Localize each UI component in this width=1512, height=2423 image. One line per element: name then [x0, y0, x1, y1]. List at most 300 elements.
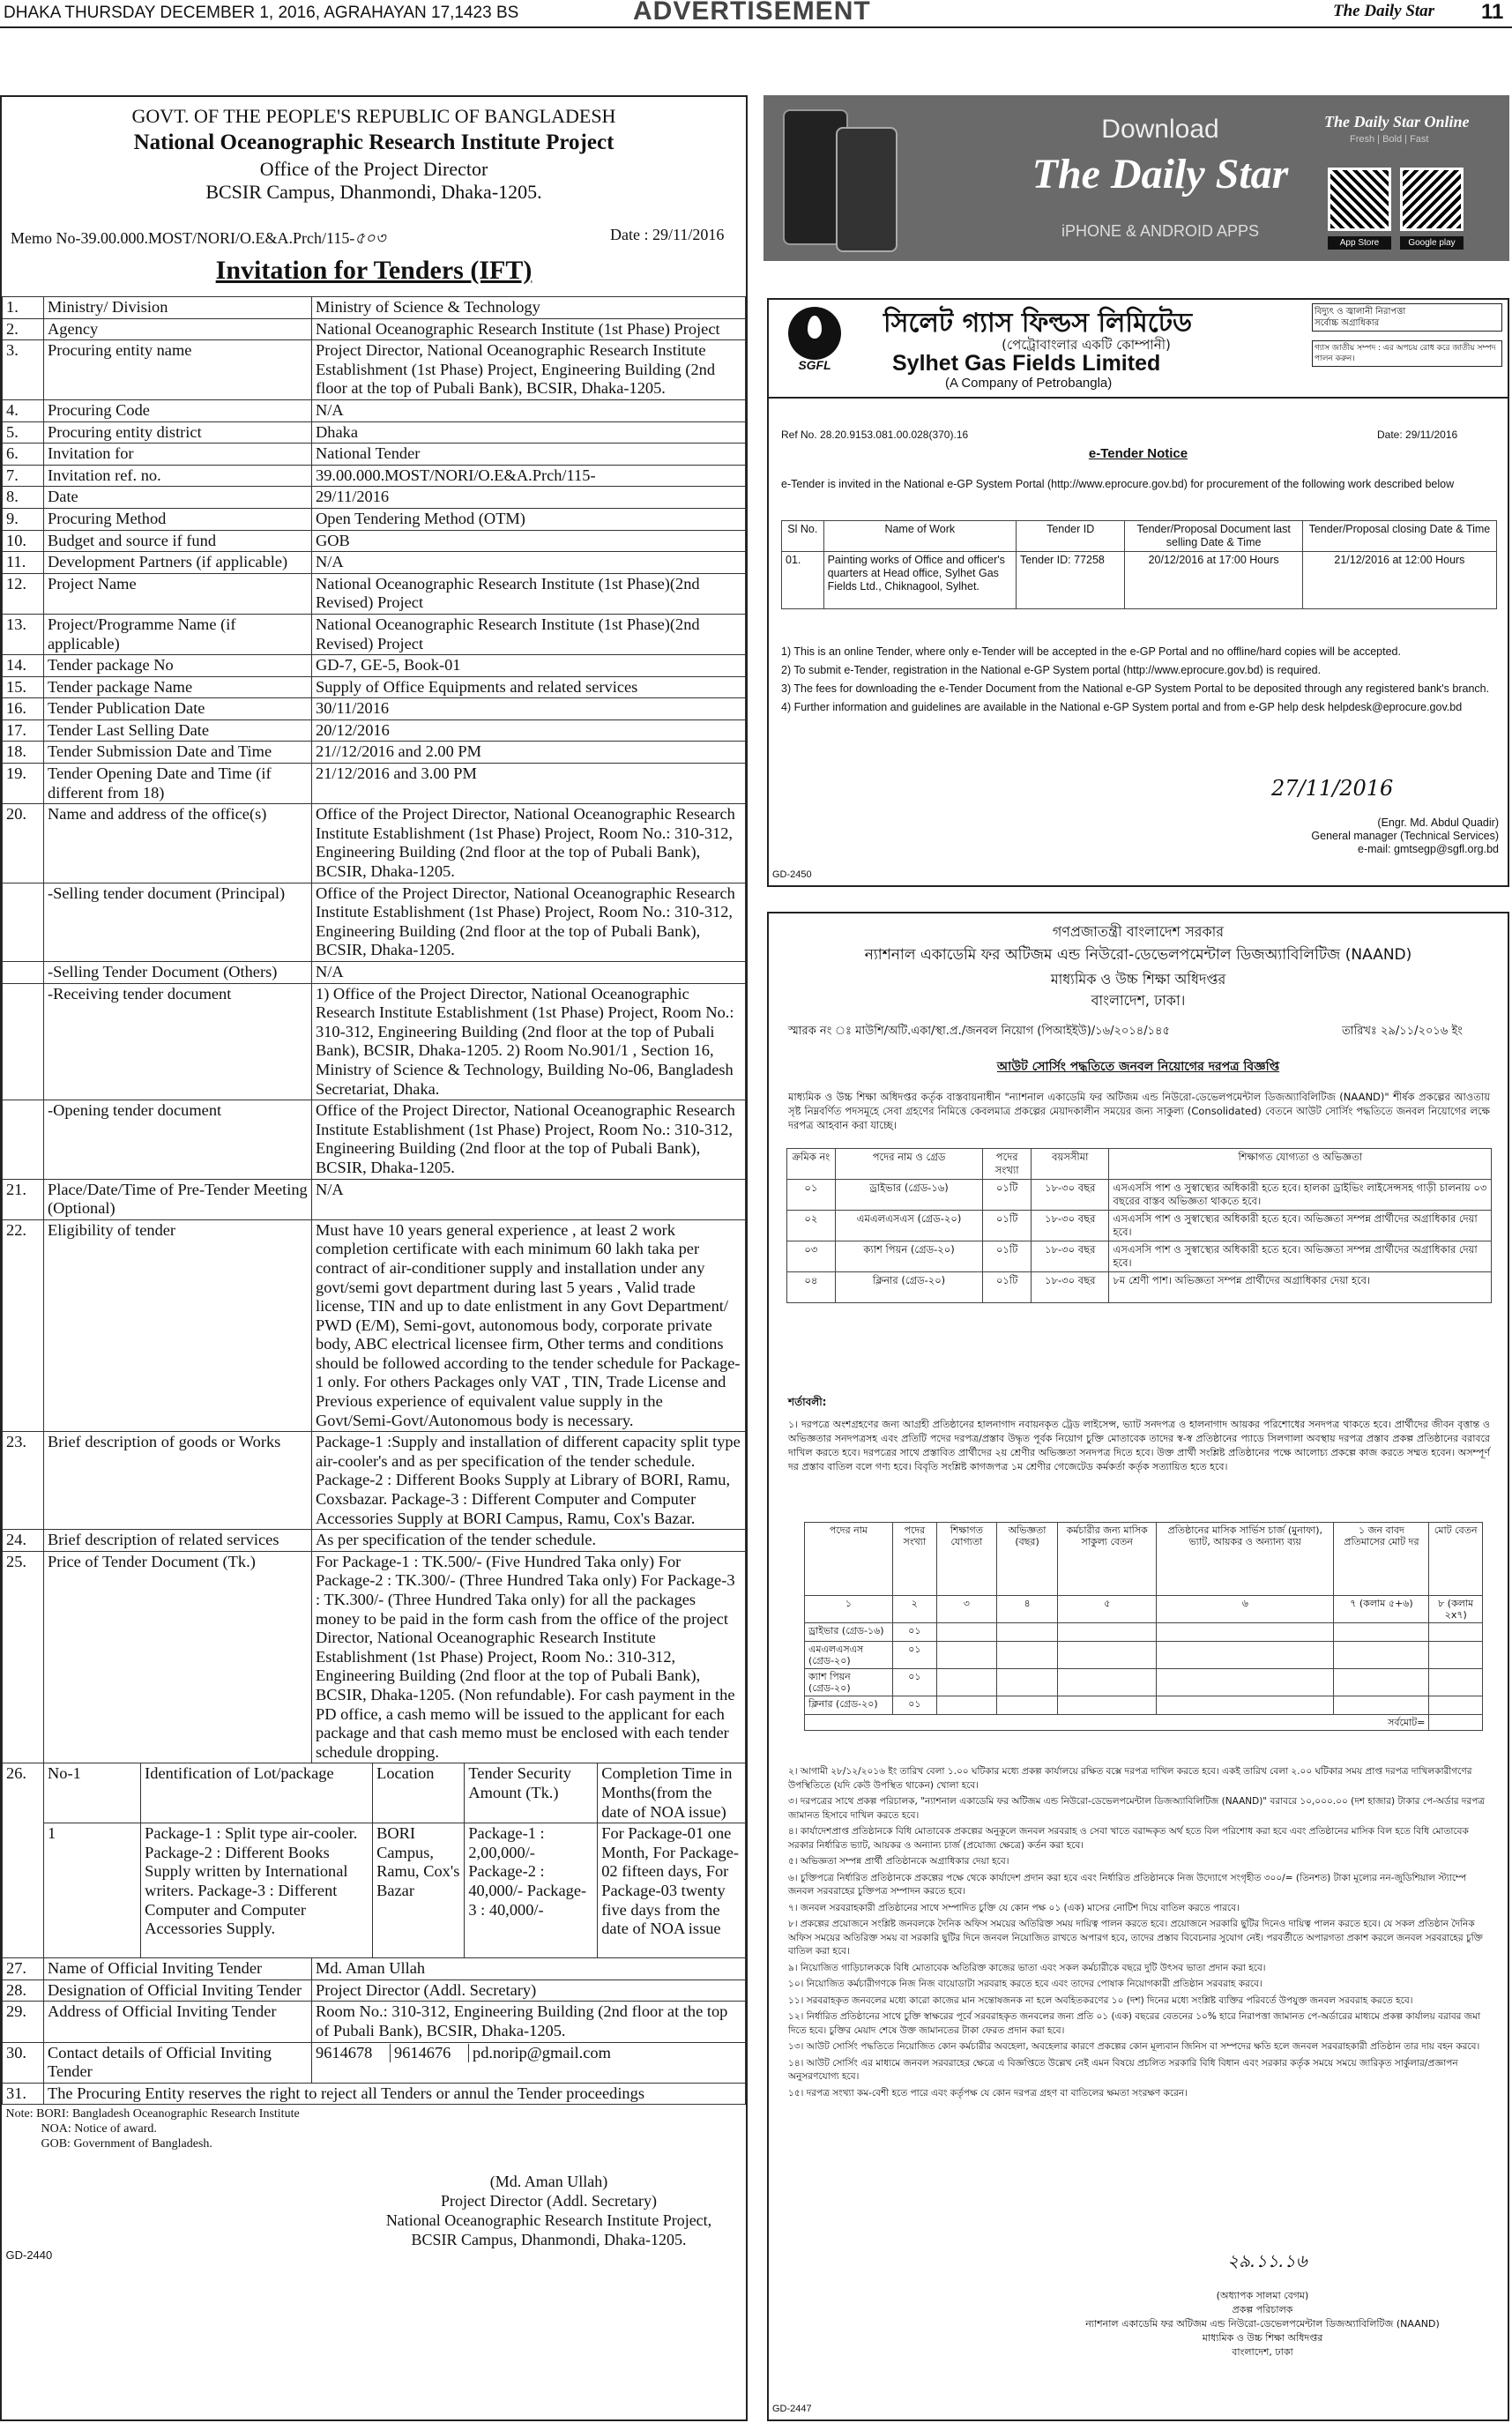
ift-row	[3, 552, 746, 574]
ift-row-label: Address of Official Inviting Tender	[44, 2002, 312, 2042]
naand-t1-col: পদের সংখ্যা	[983, 1149, 1032, 1180]
naand-t1-cell: ক্যাশ পিয়ন (গ্রেড-২০)	[835, 1241, 983, 1272]
sgfl-logo-icon	[788, 307, 841, 360]
naand-t2-idx: ৭ (কলাম ৫+৬)	[1334, 1596, 1429, 1623]
ift-row	[3, 698, 746, 720]
naand-sig-line: মাধ্যমিক ও উচ্চ শিক্ষা অধিদপ্তর	[1202, 2332, 1323, 2344]
ift-row-value: Project Director (Addl. Secretary)	[312, 1979, 746, 2002]
phone-image-2	[836, 127, 898, 252]
header-date: DHAKA THURSDAY DECEMBER 1, 2016, AGRAHAYAN 17,1423 BS	[4, 4, 519, 22]
naand-term: ১০। নিয়োজিত কর্মচারীগণকে নিজ নিজ বায়োডাটা সরবরাহ করতে হবে এবং তাদের পোষাক নিয়োগকারী প্রতিষ্ঠান সরবরাহ করবে।	[788, 1979, 1262, 1989]
lot-header-c2: Identification of Lot/package	[141, 1763, 373, 1823]
lot-header-row	[44, 1763, 745, 1823]
naand-t1-cell: ক্লিনার (গ্রেড-২০)	[835, 1272, 983, 1303]
naand-term: ১৪। আউট সোর্সিং এর মাধ্যমে জনবল সরবরাহের ক্ষেত্রে এ বিজ্ঞপ্তিতে উল্লেখ নেই এমন বিষয়ে প্রচলিত সরকারি বিধি বিধান এবং সরকার কর্তৃক সময়ে সময়ে জারিকৃত সার্কুলার/প্রজ্ঞাপন অনুসরণযোগ্য হবে।	[788, 2057, 1458, 2082]
naand-t2-cell	[1334, 1669, 1429, 1696]
ift-row	[3, 1100, 746, 1179]
sgfl-cell: 21/12/2016 at 12:00 Hours	[1302, 552, 1496, 609]
sgfl-cell: Painting works of Office and officer's quarters at Head office, Sylhet Gas Fields Ltd., Chiknagool, Sylhet.	[823, 552, 1016, 609]
ift-row-value: GD-7, GE-5, Book-01	[312, 655, 746, 677]
ift-row-number: 2.	[3, 318, 44, 340]
sgfl-intro: e-Tender is invited in the National e-GP System Portal (http://www.eprocure.gov.bd) for procurement of the following work described below	[781, 478, 1455, 490]
ift-row-label: Tender package No	[44, 655, 312, 677]
sgfl-col-header: Tender ID	[1016, 521, 1124, 552]
naand-sig-line: বাংলাদেশ, ঢাকা	[1232, 2346, 1293, 2358]
sgfl-name-bn: সিলেট গ্যাস ফিল্ডস লিমিটেড	[883, 308, 1193, 339]
naand-term: ১৩। আউট সোর্সিং পদ্ধতিতে নিয়োজিত কোন কর্মচারীর অবহেলা, অবহেলার কারণে প্রকল্পের কোন মূল্যবান জিনিস বা সম্পদের ক্ষতি হলে জনবল সরবরাহকারী প্রতিষ্ঠান তার দায় বহন করবে।	[788, 2041, 1480, 2052]
naand-t2-index	[805, 1596, 1483, 1623]
naand-term: ২। আগামী ২৮/১২/২০১৬ ইং তারিখ বেলা ১.০০ ঘটিকার মধ্যে প্রকল্প কার্যালয়ে রক্ষিত বক্সে দরপত্র দাখিল করতে হবে। একই তারিখ বেলা ২.০০ ঘটিকার সময় প্রাপ্ত দরপত্র দাখিলকারীগণের উপস্থিতিতে (যদি কেউ উপস্থিত থাকেন) খোলা হবে।	[788, 1766, 1472, 1791]
ift-row-number: 24.	[3, 1530, 44, 1552]
ift-note: GOB: Government of Bangladesh.	[41, 2137, 212, 2151]
ift-row	[3, 719, 746, 742]
ift-row-value: Open Tendering Method (OTM)	[312, 508, 746, 530]
naand-t2-cell	[1157, 1696, 1334, 1715]
ift-row-label: Date	[44, 487, 312, 509]
naand-term: ১১। সরবরাহকৃত জনবলের মধ্যে কারো কাজের মান সন্তোষজনক না হলে অবহিতকরণের ১০ (দশ) দিনের মধ্যে সংশ্লিষ্ট ব্যক্তির পরিবর্তে উপযুক্ত জনবল সরবরাহ করতে হবে।	[788, 1994, 1413, 2006]
gov-heading: GOVT. OF THE PEOPLE'S REPUBLIC OF BANGLADESH	[131, 105, 616, 127]
naand-t1-cell: ০১	[787, 1180, 836, 1211]
sgfl-col-header: Tender/Proposal Document last selling Date & Time	[1125, 521, 1303, 552]
ift-row	[3, 444, 746, 466]
ift-note: Note: BORI: Bangladesh Oceanographic Research Institute	[5, 2107, 300, 2121]
ift-row	[3, 399, 746, 421]
ift-row-value: Dhaka	[312, 421, 746, 444]
ift-row	[3, 1530, 746, 1552]
ift-row-label: Eligibility of tender	[44, 1219, 312, 1432]
ift-row-number: 23.	[3, 1432, 44, 1530]
ift-row-label: -Receiving tender document	[44, 983, 312, 1100]
sgfl-cell: 20/12/2016 at 17:00 Hours	[1125, 552, 1303, 609]
naand-t1-row	[787, 1272, 1492, 1303]
ift-row-value: 21/12/2016 and 3.00 PM	[312, 764, 746, 804]
naand-t2-cell	[1334, 1623, 1429, 1642]
ift-row	[3, 465, 746, 487]
ift-row-label: Procuring Code	[44, 399, 312, 421]
ift-row-number: 16.	[3, 698, 44, 720]
memo-text: Memo No-39.00.000.MOST/NORI/O.E&A.Prch/115-	[11, 229, 355, 247]
naand-sig-line: ন্যাশনাল একাডেমি ফর অটিজম এন্ড নিউরো-ডেভেলপমেন্টাল ডিজঅ্যাবিলিটিজ (NAAND)	[1085, 2318, 1440, 2330]
naand-t2-cell: ড্রাইভার (গ্রেড-১৬)	[805, 1623, 893, 1642]
naand-t1-cell: ০২	[787, 1211, 836, 1241]
naand-t1-row	[787, 1180, 1492, 1211]
sgfl-col-header: Tender/Proposal closing Date & Time	[1302, 521, 1496, 552]
sgfl-sub-bn: (পেট্রোবাংলার একটি কোম্পানী)	[1002, 337, 1171, 353]
sgfl-ref: Ref No. 28.20.9153.081.00.028(370).16	[781, 429, 969, 441]
naand-t2-idx: ৫	[1058, 1596, 1157, 1623]
naand-advertisement	[767, 912, 1509, 2421]
naand-t2-cell	[997, 1642, 1058, 1669]
naand-term: ১৫। দরপত্র সংখ্যা কম-বেশী হতে পারে এবং কর্তৃপক্ষ যে কোন দরপত্র গ্রহণ বা বাতিলের ক্ষমতা সংরক্ষণ করেন।	[788, 2087, 1188, 2099]
ift-row-label: Price of Tender Document (Tk.)	[44, 1551, 312, 1763]
ift-row-number: 10.	[3, 530, 44, 552]
google-play-badge[interactable]: Google play	[1400, 236, 1464, 250]
promo-brand: The Daily Star	[1032, 151, 1289, 198]
ift-row	[3, 2002, 746, 2042]
ift-row-value: National Tender	[312, 444, 746, 466]
naand-t2-cell: ০১	[892, 1623, 936, 1642]
office-address: BCSIR Campus, Dhanmondi, Dhaka-1205.	[205, 181, 542, 203]
ift-row	[3, 1432, 746, 1530]
naand-t1-cell: ০৪	[787, 1272, 836, 1303]
naand-t2-total-label: সর্বমোট=	[805, 1715, 1429, 1731]
sgfl-date: Date: 29/11/2016	[1377, 429, 1458, 441]
naand-t2-cell	[936, 1696, 996, 1715]
naand-t2-col: পদের নাম	[805, 1523, 893, 1596]
naand-t2-total	[805, 1715, 1483, 1731]
ift-row-label: Procuring entity district	[44, 421, 312, 444]
lot-cell-c1: 1	[44, 1823, 141, 1958]
ift-row-label: Development Partners (if applicable)	[44, 552, 312, 574]
ift-row-value: Package-1 :Supply and installation of different capacity split type air-cooler's and as per specification of the tender schedule. Package-2 : Different Books Supply at Library of BORI, Ramu, Coxsbazar. Package-3 : Different Computer and Computer Accessories Supply at BORI Campus, Ramu, Cox's Bazar.	[312, 1432, 746, 1530]
signature-scribble	[355, 2140, 743, 2172]
ift-row	[3, 573, 746, 614]
naand-term: ৫। অভিজ্ঞতা সম্পন্ন প্রার্থী প্রতিষ্ঠানকে অগ্রাধিকার দেয়া হবে।	[788, 1856, 1009, 1867]
ift-row	[3, 487, 746, 509]
naand-t2-cell: এমএলএসএস (গ্রেড-২০)	[805, 1642, 893, 1669]
daily-star-app-promo	[763, 95, 1509, 261]
signatory-line: National Oceanographic Research Institute Project,	[385, 2211, 712, 2230]
contact-phone: 9614678	[316, 2044, 391, 2063]
ift-row-label: -Selling tender document (Principal)	[44, 883, 312, 961]
naand-t1-header	[787, 1149, 1492, 1180]
ift-row-number: 4.	[3, 399, 44, 421]
ift-row	[3, 655, 746, 677]
lot-cell-c4: Package-1 : 2,00,000/- Package-2 : 40,000/- Package-3 : 40,000/-	[465, 1823, 598, 1958]
naand-t2-col: মোট বেতন	[1429, 1523, 1483, 1596]
ift-row-label: -Selling Tender Document (Others)	[44, 962, 312, 984]
ift-row-label: Invitation for	[44, 444, 312, 466]
naand-t2-idx: ৩	[936, 1596, 996, 1623]
ift-row-label: Contact details of Official Inviting Tender	[44, 2042, 312, 2083]
naand-t1-cell: ৮ম শ্রেণী পাশ। অভিজ্ঞতা সম্পন্ন প্রার্থীদের অগ্রাধিকার দেয়া হবে।	[1109, 1272, 1492, 1303]
ift-row-value: Office of the Project Director, National Oceanographic Research Institute Establishment (1st Phase) Project, Room No.: 310-312, Engineering Building (2nd floor at the top of Pubali Bank), BCSIR, Dhaka-1205.	[312, 1100, 746, 1179]
memo-date: Date : 29/11/2016	[610, 226, 725, 243]
ift-row-value: N/A	[312, 399, 746, 421]
naand-t2-cell: ০১	[892, 1669, 936, 1696]
ift-row-label: Tender Submission Date and Time	[44, 742, 312, 764]
memo-no	[11, 226, 385, 253]
ift-row-value: National Oceanographic Research Institute (1st Phase)(2nd Revised) Project	[312, 614, 746, 654]
naand-t2-cell: ক্লিনার (গ্রেড-২০)	[805, 1696, 893, 1715]
sgfl-sig-line: (Engr. Md. Abdul Quadir)	[1377, 816, 1499, 829]
naand-title: আউট সোর্সিং পদ্ধতিতে জনবল নিয়োগের দরপত্র বিজ্ঞপ্তি	[996, 1060, 1280, 1074]
ift-row	[3, 530, 746, 552]
ift-row	[3, 297, 746, 319]
ift-row-number: 25.	[3, 1551, 44, 1763]
signatory-line: (Md. Aman Ullah)	[489, 2173, 608, 2191]
ift-row-number: 5.	[3, 421, 44, 444]
sgfl-slogan-box	[1312, 303, 1502, 332]
ift-gd: GD-2440	[5, 2248, 53, 2263]
naand-t2-idx: ১	[805, 1596, 893, 1623]
naand-t2-cell	[997, 1623, 1058, 1642]
naand-signatory	[1033, 2289, 1492, 2360]
signatory-line: BCSIR Campus, Dhanmondi, Dhaka-1205.	[411, 2231, 687, 2249]
signatory-line: Project Director (Addl. Secretary)	[441, 2192, 657, 2211]
sgfl-col-header: Name of Work	[823, 521, 1016, 552]
naand-t2-cell	[1058, 1642, 1157, 1669]
sgfl-sub: (A Company of Petrobangla)	[945, 376, 1113, 391]
naand-t2-col: শিক্ষাগত যোগ্যতা	[936, 1523, 996, 1596]
naand-t2-cell: ০১	[892, 1696, 936, 1715]
ift-row-value: Ministry of Science & Technology	[312, 297, 746, 319]
ift-row-value: N/A	[312, 962, 746, 984]
sgfl-gd: GD-2450	[772, 869, 812, 880]
ift-row-value: Office of the Project Director, National Oceanographic Research Institute Establishment (1st Phase) Project, Room No.: 310-312, Engineering Building (2nd floor at the top of Pubali Bank), BCSIR, Dhaka-1205.	[312, 883, 746, 961]
ift-row-label: Designation of Official Inviting Tender	[44, 1979, 312, 2002]
promo-online: The Daily Star Online	[1324, 113, 1470, 130]
contact-phone: 9614676	[394, 2044, 469, 2063]
naand-sig-date: ২৯.১১.১৬	[1227, 2250, 1307, 2271]
lot-header-c4: Tender Security Amount (Tk.)	[465, 1763, 598, 1823]
naand-t2-idx: ৪	[997, 1596, 1058, 1623]
ift-row-number: 21.	[3, 1179, 44, 1219]
naand-signature	[1227, 2248, 1307, 2278]
ift-row-number: 27.	[3, 1958, 44, 1980]
sgfl-col-header: Sl No.	[782, 521, 824, 552]
naand-term: ৬। চুক্তিপত্রে নির্ধারিত প্রতিষ্ঠানকে প্রকল্পের পক্ষে থেকে কার্যাদেশ প্রদান করা হবে এবং নির্ধারিত প্রতিষ্ঠানকে নিজ উদ্যোগে সংগৃহীত ৩০০/= (তিনশত) টাকা মূল্যের নন-জুডিশিয়াল স্ট্যাম্পে জনবল সরবরাহের চুক্তিপত্র সম্পাদন করতে হবে।	[788, 1872, 1467, 1897]
sgfl-note: 4) Further information and guidelines are available in the National e-GP System portal and from e-GP help desk helpdesk@eprocure.gov.bd	[781, 701, 1463, 713]
naand-t1-cell: এসএসসি পাশ ও সুস্বাস্থ্যের অধিকারী হতে হবে। অভিজ্ঞতা সম্পন্ন প্রার্থীদের অগ্রাধিকার দেয়া হবে।	[1109, 1241, 1492, 1272]
section-title: ADVERTISEMENT	[633, 0, 871, 26]
ift-notes	[3, 2105, 746, 2267]
ift-row-number: 13.	[3, 614, 44, 654]
lot-cell-c3: BORI Campus, Ramu, Cox's Bazar	[373, 1823, 465, 1958]
naand-t2-col: কর্মচারীর জন্য মাসিক সাকুল্য বেতন	[1058, 1523, 1157, 1596]
sgfl-title: e-Tender Notice	[1088, 446, 1188, 461]
naand-term: ৮। প্রকল্পের প্রয়োজনে সংশ্লিষ্ট জনবলকে দৈনিক অফিস সময়ের অতিরিক্ত সময় দায়িত্ব পালন করতে হবে। প্রয়োজনে সরকারি ছুটির দিনেও দায়িত্ব পালন করতে হবে। যে সকল প্রতিষ্ঠান দৈনিক অফিস সময়ের অতিরিক্ত সময় বা সরকারি ছুটির দিনে জনবল নিয়োজিত রাখতে অপারগ হবে, তাদের প্রস্তাব বিবেচনার সুযোগ নেই। পরবর্তীতে অপারগতা প্রকাশ করলে জনবল সরবরাহের চুক্তি বাতিল করা হবে।	[788, 1919, 1483, 1957]
ift-table	[2, 296, 746, 2266]
naand-t1-cell: ০১টি	[983, 1272, 1032, 1303]
ift-note: NOA: Notice of award.	[41, 2122, 157, 2136]
contact-values	[312, 2042, 746, 2083]
naand-date: তারিখঃ ২৯/১১/২০১৬ ইং	[1342, 1025, 1463, 1038]
ift-row-label: Name of Official Inviting Tender	[44, 1958, 312, 1980]
naand-t1-cell: ০১টি	[983, 1211, 1032, 1241]
ift-row-number	[3, 883, 44, 961]
ift-row-label: Tender Last Selling Date	[44, 719, 312, 742]
promo-apps: iPHONE & ANDROID APPS	[1061, 222, 1260, 240]
naand-t2-header	[805, 1523, 1483, 1596]
ift-row	[3, 318, 746, 340]
ift-row	[3, 1551, 746, 1763]
reserve-text: The Procuring Entity reserves the right to reject all Tenders or annul the Tender proceedings	[44, 2083, 746, 2105]
ift-row-value: As per specification of the tender schedule.	[312, 1530, 746, 1552]
masthead-logo: The Daily Star	[1333, 2, 1435, 20]
ift-row-number: 12.	[3, 573, 44, 614]
naand-t1-row	[787, 1241, 1492, 1272]
ift-row-value: 30/11/2016	[312, 698, 746, 720]
ift-row	[3, 742, 746, 764]
naand-t1-cell: এমএলএসএস (গ্রেড-২০)	[835, 1211, 983, 1241]
naand-t1-col: পদের নাম ও গ্রেড	[835, 1149, 983, 1180]
naand-t1-cell: ০১টি	[983, 1180, 1032, 1211]
ift-row-number: 6.	[3, 444, 44, 466]
ift-row-number: 18.	[3, 742, 44, 764]
sgfl-sig-date: 27/11/2016	[1271, 776, 1394, 801]
naand-t2-cell	[997, 1696, 1058, 1715]
lot-header-c1: No-1	[44, 1763, 141, 1823]
ift-row-number: 9.	[3, 508, 44, 530]
sgfl-note: 1) This is an online Tender, where only e-Tender will be accepted in the e-GP Portal and no offline/hard copies will be accepted.	[781, 645, 1401, 658]
sgfl-etender-advertisement	[767, 298, 1509, 887]
naand-t2-total-value	[1429, 1715, 1483, 1731]
app-store-badge[interactable]: App Store	[1328, 236, 1391, 250]
lot-header-c5: Completion Time in Months(from the date of NOA issue)	[598, 1763, 745, 1823]
naand-t2-cell	[936, 1669, 996, 1696]
ift-row	[3, 962, 746, 984]
naand-t2-cell	[1429, 1642, 1483, 1669]
naand-price-table	[804, 1522, 1483, 1731]
naand-term: ১২। নির্ধারিত প্রতিষ্ঠানের সাথে চুক্তি স্বাক্ষরের পূর্বে সরবরাহকৃত জনবলের জন্য প্রতি ০১ (এক) বছরের বেতনের ১০% হারে নিরাপত্তা জামানত পে-অর্ডারের মাধ্যমে প্রকল্প কার্যালয় বরাবর জমা দিতে হবে। চুক্তির মেয়াদ শেষে উক্ত জামানতের টাকা ফেরত প্রদান করা হবে।	[788, 2011, 1481, 2036]
naand-t2-idx: ২	[892, 1596, 936, 1623]
ift-row	[3, 676, 746, 698]
ift-row-value: N/A	[312, 552, 746, 574]
ift-row	[3, 1179, 746, 1219]
ift-row-value: Room No.: 310-312, Engineering Building (2nd floor at the top of Pubali Bank), BCSIR, Dhaka-1205.	[312, 2002, 746, 2042]
naand-t1-cell: ১৮-৩০ বছর	[1032, 1241, 1109, 1272]
sgfl-sig-line: General manager (Technical Services)	[1311, 830, 1499, 842]
naand-t2-row	[805, 1669, 1483, 1696]
ift-row-value: Must have 10 years general experience , at least 2 work completion certificate with each minimum 60 lakh taka per contract of air-conditioner supply and installation under any govt/semi govt department during last 5 years , Valid trade license, TIN and up to date enlistment in any Govt Department/ PWD (E/M), Semi-govt, autonomous body, corporate private body, ABC electrical licensee firm, Other terms and conditions should be followed according to the tender schedule for Package-1 only. For others Packages only VAT , TIN, Trade License and Previous experience of equivalent value supply in the Govt/Semi-Govt/Autonomous body is necessary.	[312, 1219, 746, 1432]
ift-row-value: National Oceanographic Research Institute (1st Phase) Project	[312, 318, 746, 340]
ift-row-value: National Oceanographic Research Institute (1st Phase)(2nd Revised) Project	[312, 573, 746, 614]
ift-row-label: Project/Programme Name (if applicable)	[44, 614, 312, 654]
naand-t2-idx: ৮ (কলাম ২x৭)	[1429, 1596, 1483, 1623]
ift-row-value: GOB	[312, 530, 746, 552]
ift-row	[3, 883, 746, 961]
sgfl-signatory	[1259, 816, 1499, 856]
sgfl-sig-line: e-mail: gmtsegp@sgfl.org.bd	[1358, 843, 1499, 855]
ift-reserve-row	[3, 2083, 746, 2105]
naand-t1-cell: ১৮-৩০ বছর	[1032, 1272, 1109, 1303]
naand-t2-cell	[1157, 1623, 1334, 1642]
ift-row-label: Project Name	[44, 573, 312, 614]
naand-t2-cell	[1429, 1669, 1483, 1696]
ift-row	[3, 508, 746, 530]
ift-row-label: Name and address of the office(s)	[44, 804, 312, 883]
ift-row	[3, 614, 746, 654]
ift-title: Invitation for Tenders (IFT)	[215, 256, 533, 285]
ift-row	[3, 983, 746, 1100]
naand-t2-row	[805, 1642, 1483, 1669]
ift-row-number	[3, 983, 44, 1100]
naand-t2-cell	[1334, 1696, 1429, 1715]
ift-row-value: 39.00.000.MOST/NORI/O.E&A.Prch/115-	[312, 465, 746, 487]
qr-code-android[interactable]	[1400, 168, 1464, 231]
naand-t2-cell	[1058, 1669, 1157, 1696]
naand-t1-cell: ১৮-৩০ বছর	[1032, 1211, 1109, 1241]
ift-row	[3, 340, 746, 400]
ift-row-value: Office of the Project Director, National Oceanographic Research Institute Establishment (1st Phase) Project, Room No.: 310-312, Engineering Building (2nd floor at the top of Pubali Bank), BCSIR, Dhaka-1205.	[312, 804, 746, 883]
ift-row-label: Agency	[44, 318, 312, 340]
ift-row-label: Ministry/ Division	[44, 297, 312, 319]
sgfl-slogan-3: গ্যাস জাতীয় সম্পদ : এর অপচয় রোধ করে জাতীয় সম্পদ পালন করুন।	[1312, 340, 1502, 367]
sgfl-cell: 01.	[782, 552, 824, 609]
ift-row-label: Procuring entity name	[44, 340, 312, 400]
ift-row-number: 26.	[3, 1763, 44, 1958]
naand-l2: ন্যাশনাল একাডেমি ফর অটিজম এন্ড নিউরো-ডেভেলপমেন্টাল ডিজঅ্যাবিলিটিজ (NAAND)	[864, 946, 1412, 964]
ift-row-label: Tender Publication Date	[44, 698, 312, 720]
naand-term: ৯। নিয়োজিত গাড়িচালককে বিধি মোতাবেক অতিরিক্ত কাজের ভাতা এবং সকল কর্মচারীকে বছরে দুটি উৎসব ভাতা প্রদান করা হবে।	[788, 1962, 1266, 1973]
sgfl-notes	[781, 645, 1497, 719]
sgfl-cell: Tender ID: 77258	[1016, 552, 1124, 609]
ift-row-number: 15.	[3, 676, 44, 698]
naand-t2-col: অভিজ্ঞতা (বছর)	[997, 1523, 1058, 1596]
naand-t1-cell: ড্রাইভার (গ্রেড-১৬)	[835, 1180, 983, 1211]
naand-term-1: ১। দরপত্রে অংশগ্রহণের জন্য আগ্রহী প্রতিষ্ঠানের হালনাগাদ নবায়নকৃত ট্রেড লাইসেন্স, ভ্যাট সনদপত্র ও হালনাগাদ আয়কর পরিশোধের সনদপত্র থাকতে হবে। প্রার্থীদের জীবন বৃত্তান্ত ও অভিজ্ঞতার সনদপত্রসহ এবং প্রতিটি পদের দরপত্র/প্রস্তাব উদ্ধৃত পূর্বক নিয়োগ চুক্তি মোতাবেক তাদের স্ব-স্ব প্রতিষ্ঠানের প্যাডে সিলগালা অবস্থায় দরপত্র প্রস্তাব প্রকল্প প্রতিষ্ঠানের বরাবরে দাখিল করতে হবে। দরপত্রের সাথে প্রস্তাবিত প্রার্থীদের ২য় শ্রেণীর অভিজ্ঞতা সনদপত্র দিতে হবে। উক্ত প্রার্থী সংশ্লিষ্ট প্রতিষ্ঠানের পক্ষে আলোচ্য প্রকল্পে কাজ করতে সম্মত হবেন। অসম্পূর্ণ দর প্রস্তাব বাতিল বলে গণ্য হবে। বিবৃতি সংশ্লিষ্ট কাগজপত্র ১ম শ্রেণীর গেজেটেড কর্মকর্তা কর্তৃক সত্যায়িত হতে হবে।	[788, 1419, 1490, 1472]
ift-row-number: 19.	[3, 764, 44, 804]
naand-t2-cell	[1157, 1642, 1334, 1669]
ift-row-value: For Package-1 : TK.500/- (Five Hundred Taka only) For Package-2 : TK.300/- (Three Hundred Taka only) For Package-3 : TK.300/- (Three Hundred Taka only) for all the packages money to be paid in the form cash from the office of the project Director, National Oceanographic Research Institute Establishment (1st Phase) Project, Room No.: 310-312, Engineering Building (2nd floor at the top of Pubali Bank), BCSIR, Dhaka-1205. (Non refundable). For cash payment in the PD office, a cash memo will be issued to the applicant for each package and that cash memo must be enclosed with each tender schedule dropping.	[312, 1551, 746, 1763]
ift-row-number: 8.	[3, 487, 44, 509]
naand-l1: গণপ্রজাতন্ত্রী বাংলাদেশ সরকার	[1052, 923, 1225, 940]
ift-row-label: Place/Date/Time of Pre-Tender Meeting (Optional)	[44, 1179, 312, 1219]
ift-row-label: Budget and source if fund	[44, 530, 312, 552]
naand-t2-cell	[1429, 1696, 1483, 1715]
slogan-2: সর্বোচ্চ অগ্রাধিকার	[1315, 318, 1380, 328]
ift-row-number: 22.	[3, 1219, 44, 1432]
naand-t2-col: প্রতিষ্ঠানের মাসিক সার্ভিস চার্জ (মুনাফা), ভ্যাট, আয়কর ও অন্যান্য ব্যয়	[1157, 1523, 1334, 1596]
naand-t2-idx: ৬	[1157, 1596, 1334, 1623]
naand-t2-col: পদের সংখ্যা	[892, 1523, 936, 1596]
page-header	[0, 0, 1512, 28]
naand-t2-col: ১ জন বাবদ প্রতিমাসের মোট দর	[1334, 1523, 1429, 1596]
naand-intro: মাধ্যমিক ও উচ্চ শিক্ষা অধিদপ্তর কর্তৃক বাস্তবায়নাধীন "ন্যাশনাল একাডেমি ফর অটিজম এন্ড নিউরো-ডেভেলপমেন্টাল ডিজঅ্যাবিলিটিজ (NAAND)" শীর্ষক প্রকল্পের আওতায় সৃষ্ট নিম্নবর্ণিত পদসমূহে সেবা গ্রহণের নিমিত্তে কেবলমাত্র প্রকল্পের মেয়াদকালীন সময়ের জন্য সাকুল্য (Consolidated) বেতনে আউট সোর্সিং পদ্ধতিতে জনবল নিয়োগের লক্ষে দরপত্র আহবান করা যাচ্ছে।	[788, 1091, 1490, 1131]
promo-tags: Fresh | Bold | Fast	[1350, 134, 1429, 145]
sgfl-signature	[1271, 776, 1393, 801]
ift-row-label: Brief description of related services	[44, 1530, 312, 1552]
naand-term: ৩। দরপত্রের সাথে প্রকল্প পরিচালক, "ন্যাশনাল একাডেমি ফর অটিজম এন্ড নিউরো-ডেভেলপমেন্টাল ডিজঅ্যাবিলিটিজ (NAAND)" বরাবরে ১০,০০০.০০ (দশ হাজার) টাকার পে-অর্ডার দরপত্র জামানত হিসাবে দাখিল করতে হবে।	[788, 1796, 1486, 1821]
naand-t1-row	[787, 1211, 1492, 1241]
lot-cell	[44, 1763, 746, 1958]
sgfl-note: 2) To submit e-Tender, registration in the National e-GP System portal (http://www.eprocure.gov.bd) is required.	[781, 664, 1322, 676]
ift-row-number: 14.	[3, 655, 44, 677]
naand-t1-cell: ০৩	[787, 1241, 836, 1272]
naand-terms-heading: শর্তাবলী:	[788, 1396, 827, 1408]
ift-row-label: Procuring Method	[44, 508, 312, 530]
ift-row-number: 31.	[3, 2083, 44, 2105]
ift-row-label: Invitation ref. no.	[44, 465, 312, 487]
sgfl-note: 3) The fees for downloading the e-Tender Document from the National e-GP System Portal to be deposited through any registered bank's branch.	[781, 682, 1490, 695]
naand-t2-cell	[1334, 1642, 1429, 1669]
contact-email: pd.norip@gmail.com	[473, 2043, 611, 2061]
ift-row-number: 17.	[3, 719, 44, 742]
ift-row-number: 28.	[3, 1979, 44, 2002]
naand-t1-cell: ১৮-৩০ বছর	[1032, 1180, 1109, 1211]
ift-row-value: Supply of Office Equipments and related services	[312, 676, 746, 698]
office-name: Office of the Project Director	[259, 158, 488, 180]
ift-lot-row	[3, 1763, 746, 1958]
ift-row-value: 20/12/2016	[312, 719, 746, 742]
lot-cell-c2: Package-1 : Split type air-cooler. Package-2 : Different Books Supply written by International writers. Package-3 : Different Computer and Computer Accessories Supply.	[141, 1823, 373, 1958]
promo-download: Download	[1101, 115, 1219, 144]
qr-code-ios[interactable]	[1328, 168, 1391, 231]
ift-row-value: N/A	[312, 1179, 746, 1219]
ift-row-number: 30.	[3, 2042, 44, 2083]
naand-t2-cell: ০১	[892, 1642, 936, 1669]
ift-row-number	[3, 1100, 44, 1179]
ift-row-value: 1) Office of the Project Director, National Oceanographic Research Institute Establishment (1st Phase) Project, Room No.: 310-312, Engineering Building (2nd floor at the top of Pubali Bank), BCSIR, Dhaka-1205. 2) Room No.901/1 , Section 16, Ministry of Science & Technology, Building No-06, Bangladesh Secretariat, Dhaka.	[312, 983, 746, 1100]
naand-t2-cell	[1058, 1623, 1157, 1642]
ift-row-value: 21//12/2016 and 2.00 PM	[312, 742, 746, 764]
ift-row-number: 29.	[3, 2002, 44, 2042]
ift-row	[3, 1958, 746, 1980]
naand-t1-cell: এসএসসি পাশ ও সুস্বাস্থ্যের অধিকারী হতে হবে। অভিজ্ঞতা সম্পন্ন প্রার্থীদের অগ্রাধিকার দেয়া হবে।	[1109, 1211, 1492, 1241]
ift-row-label: -Opening tender document	[44, 1100, 312, 1179]
naand-sig-line: (অধ্যাপক সালমা বেগম)	[1216, 2290, 1309, 2301]
